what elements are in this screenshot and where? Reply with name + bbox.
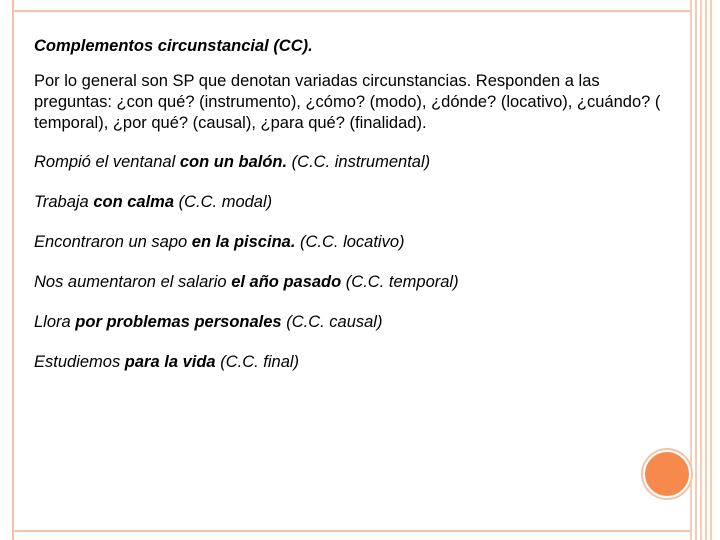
slide-content [34, 36, 664, 392]
example-text: Nos aumentaron el salario [34, 273, 232, 291]
example-line [34, 272, 664, 293]
example-highlight: con un balón. [179, 153, 288, 171]
top-frame-border [14, 0, 690, 12]
example-line [34, 312, 664, 333]
example-highlight: para la vida [124, 353, 216, 371]
example-line [34, 352, 664, 373]
example-text: Encontraron un sapo [34, 233, 192, 251]
example-highlight: por problemas personales [75, 313, 282, 331]
example-text: Estudiemos [34, 353, 125, 371]
example-text: Rompió el ventanal [34, 153, 180, 171]
example-highlight: el año pasado [231, 273, 342, 291]
example-label: (C.C. temporal) [341, 273, 459, 291]
example-line [34, 192, 664, 213]
example-text: Llora [34, 313, 76, 331]
example-line [34, 232, 664, 253]
example-label: (C.C. modal) [174, 193, 273, 211]
example-highlight: con calma [93, 193, 175, 211]
decorative-orange-circle [643, 450, 691, 498]
example-highlight: en la piscina. [191, 233, 296, 251]
bottom-frame-border [14, 530, 690, 540]
left-frame-border [0, 0, 14, 540]
example-label: (C.C. final) [215, 353, 300, 371]
example-label: (C.C. causal) [281, 313, 383, 331]
example-text: Trabaja [34, 193, 94, 211]
intro-paragraph: Por lo general son SP que denotan variadas circunstancias. Responden a las preguntas: ¿con qué? (instrumento), ¿cómo? (modo), ¿dónde? (locativo), ¿cuándo? ( temporal), ¿por qué? (causal), ¿para qué? (finalidad). [34, 72, 661, 132]
slide-title: Complementos circunstancial (CC). [34, 37, 313, 55]
example-label: (C.C. instrumental) [287, 153, 431, 171]
example-label: (C.C. locativo) [295, 233, 405, 251]
right-frame-stripes [690, 0, 720, 540]
example-line [34, 152, 664, 173]
